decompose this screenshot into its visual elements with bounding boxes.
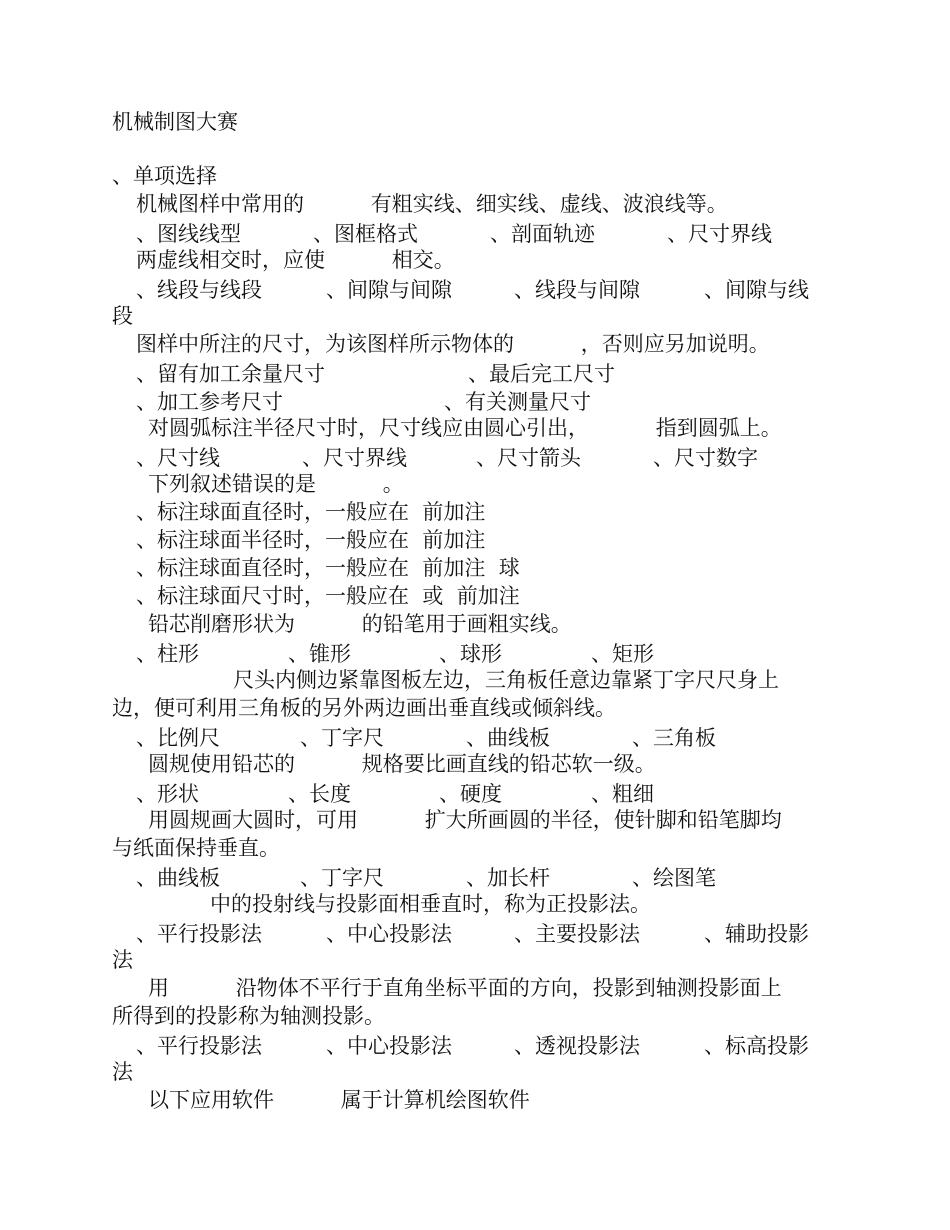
option-d: 、尺寸数字 [653, 446, 758, 470]
option-c: 、主要投影法 [514, 922, 640, 946]
option-b: 、中心投影法 [326, 1034, 452, 1058]
option-c: 、加工参考尺寸 [136, 390, 283, 414]
option-d: 、间隙与线 [704, 278, 809, 302]
question-stem: 机械图样中常用的 有粗实线、细实线、虚线、波浪线等。 [136, 192, 728, 216]
option-b: 、中心投影法 [326, 922, 452, 946]
option-a: 、柱形 [136, 642, 199, 666]
question-stem: 下列叙述错误的是 。 [148, 472, 404, 496]
option-b: 、尺寸界线 [302, 446, 407, 470]
option-d: 、粗细 [591, 782, 654, 806]
option-c: 、线段与间隙 [514, 278, 640, 302]
option-c: 、球形 [439, 642, 502, 666]
option-b: 、丁字尺 [300, 866, 384, 890]
option-c: 、标注球面直径时，一般应在 前加注 球 [136, 556, 520, 580]
option-a: 、图线线型 [136, 222, 241, 246]
option-c: 、硬度 [439, 782, 502, 806]
option-d: 、三角板 [632, 726, 716, 750]
option-d: 、绘图笔 [632, 866, 716, 890]
option-d: 、矩形 [591, 642, 654, 666]
option-a: 、线段与线段 [136, 278, 262, 302]
question-stem-continued: 所得到的投影称为轴测投影。 [112, 1004, 385, 1028]
option-d: 、有关测量尺寸 [444, 390, 591, 414]
option-a: 、留有加工余量尺寸 [136, 362, 325, 386]
option-a: 、形状 [136, 782, 199, 806]
section-heading: 、单项选择 [112, 164, 217, 188]
option-b: 、图框格式 [313, 222, 418, 246]
question-stem-continued: 边，便可利用三角板的另外两边画出垂直线或倾斜线。 [112, 696, 616, 720]
option-c: 、加长杆 [466, 866, 550, 890]
option-c: 、透视投影法 [514, 1034, 640, 1058]
option-d: 、标高投影 [704, 1034, 809, 1058]
question-stem: 用圆规画大圆时，可用 扩大所画圆的半径，使针脚和铅笔脚均 [148, 808, 782, 832]
option-a: 、曲线板 [136, 866, 220, 890]
option-a: 、比例尺 [136, 726, 220, 750]
wrapped-text: 段 [112, 304, 133, 328]
question-stem: 尺头内侧边紧靠图板左边，三角板任意边靠紧丁字尺尺身上 [233, 668, 779, 692]
option-a: 、平行投影法 [136, 922, 262, 946]
option-b: 、间隙与间隙 [326, 278, 452, 302]
option-b: 、锥形 [288, 642, 351, 666]
question-stem: 图样中所注的尺寸，为该图样所示物体的 ，否则应另加说明。 [136, 332, 770, 356]
question-stem: 对圆弧标注半径尺寸时，尺寸线应由圆心引出， 指到圆弧上。 [148, 416, 782, 440]
option-c: 、尺寸箭头 [476, 446, 581, 470]
option-c: 、剖面轨迹 [490, 222, 595, 246]
question-stem: 铅芯削磨形状为 的铅笔用于画粗实线。 [148, 612, 572, 636]
option-a: 、平行投影法 [136, 1034, 262, 1058]
wrapped-text: 法 [112, 948, 133, 972]
option-a: 、尺寸线 [136, 446, 220, 470]
question-stem: 用 沿物体不平行于直角坐标平面的方向，投影到轴测投影面上 [148, 976, 782, 1000]
option-b: 、标注球面半径时，一般应在 前加注 [136, 528, 486, 552]
option-b: 、长度 [288, 782, 351, 806]
option-c: 、曲线板 [466, 726, 550, 750]
option-a: 、标注球面直径时，一般应在 前加注 [136, 500, 486, 524]
option-d: 、尺寸界线 [667, 222, 772, 246]
question-stem-continued: 与纸面保持垂直。 [112, 836, 280, 860]
question-stem: 中的投射线与投影面相垂直时，称为正投影法。 [210, 892, 651, 916]
wrapped-text: 法 [112, 1060, 133, 1084]
document-title: 机械制图大赛 [112, 110, 238, 134]
question-stem: 圆规使用铅芯的 规格要比画直线的铅芯软一级。 [148, 752, 656, 776]
option-b: 、最后完工尺寸 [468, 362, 615, 386]
question-stem: 以下应用软件 属于计算机绘图软件 [148, 1088, 530, 1112]
option-d: 、辅助投影 [704, 922, 809, 946]
option-d: 、标注球面尺寸时，一般应在 或 前加注 [136, 584, 520, 608]
option-b: 、丁字尺 [300, 726, 384, 750]
question-stem: 两虚线相交时，应使 相交。 [136, 248, 455, 272]
